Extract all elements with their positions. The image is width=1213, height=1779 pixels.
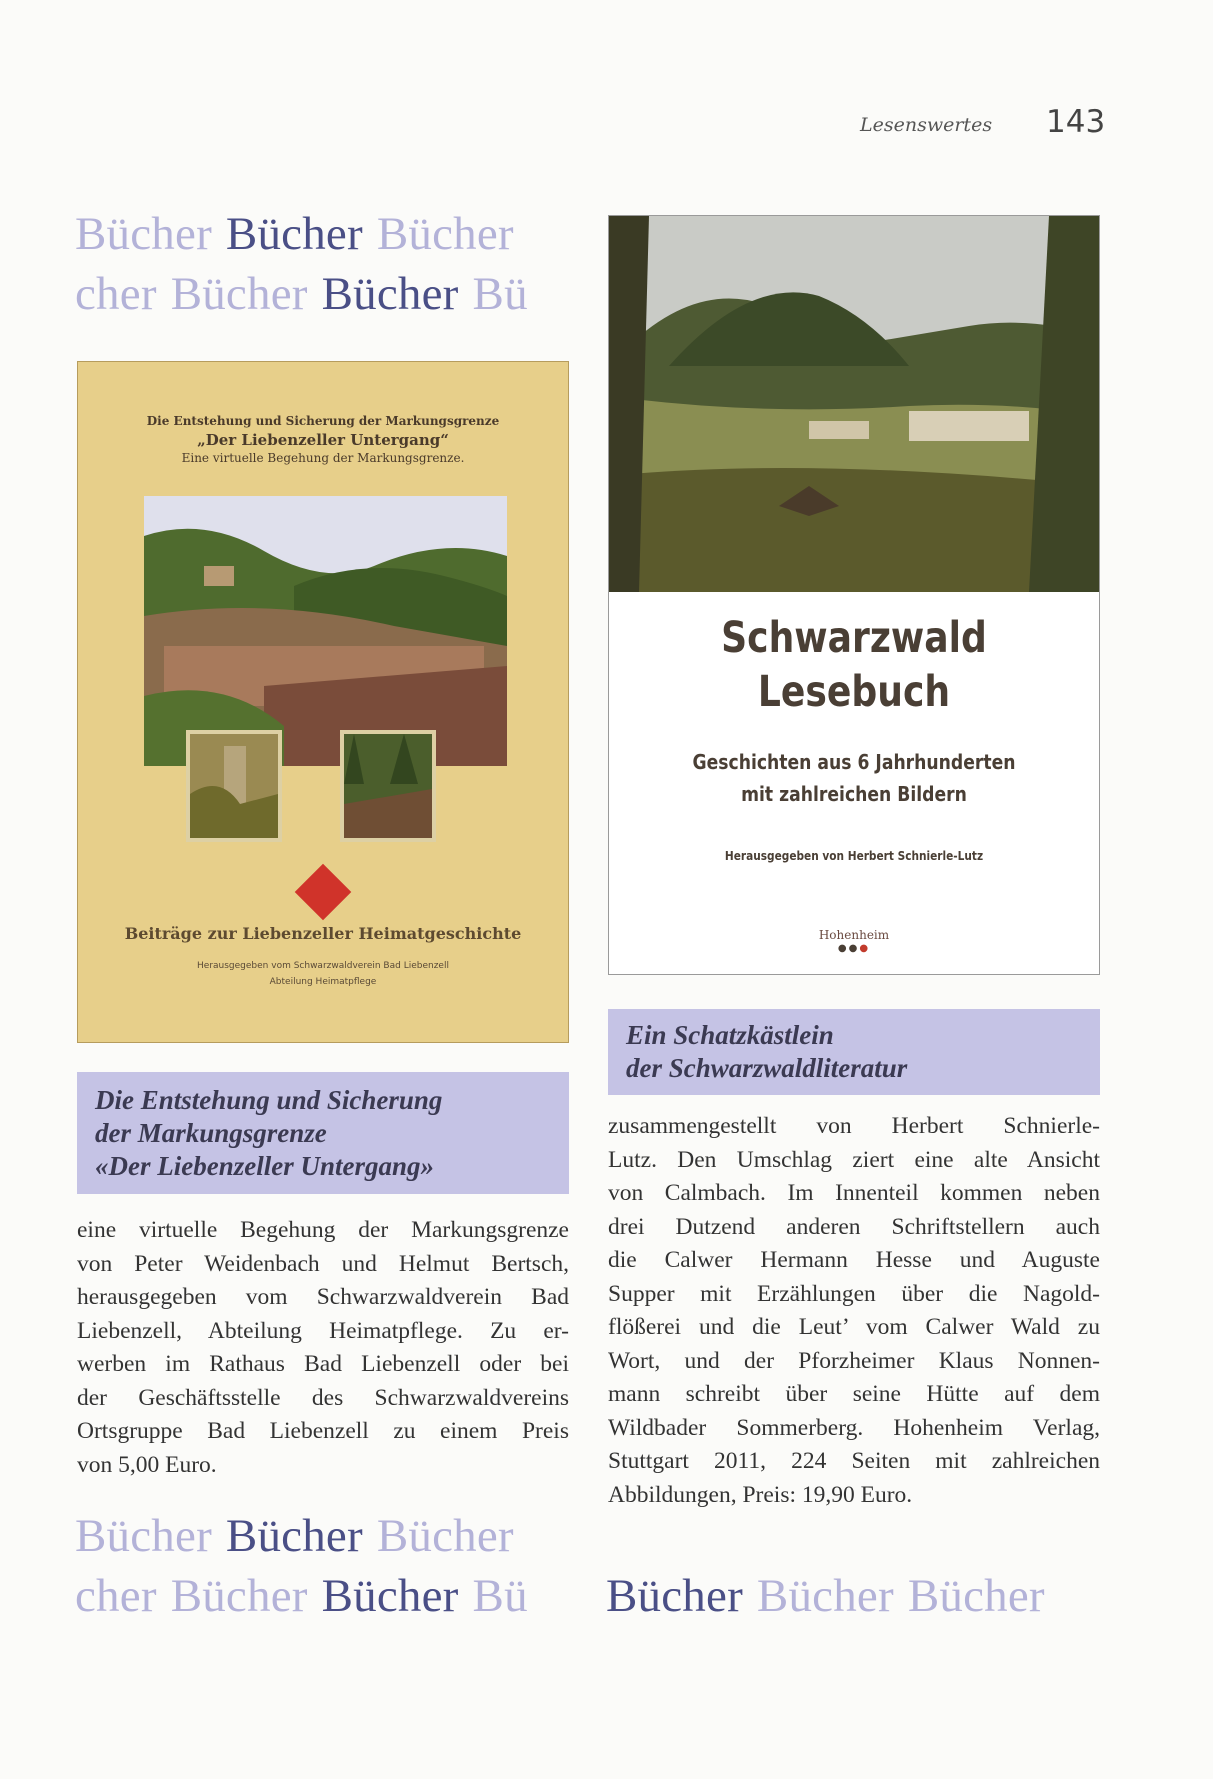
deco-word: cher (75, 1570, 157, 1622)
cover-department: Abteilung Heimatpflege (269, 977, 377, 987)
text-line: Liebenzell, Abteilung Heimatpflege. Zu er- (77, 1317, 569, 1344)
deco-word: Bücher (321, 1570, 459, 1622)
publisher-logo-dots: ●●● (837, 943, 871, 954)
text-line: von 5,00 Euro. (77, 1451, 217, 1478)
text-line: mann schreibt über seine Hütte auf dem (608, 1381, 1100, 1407)
cover-subtitle (643, 746, 1064, 810)
text-line: Wort, und der Pforzheimer Klaus Nonnen- (608, 1347, 1100, 1374)
book-description-right (608, 1110, 1100, 1512)
deco-word: Bücher (225, 208, 363, 260)
cover-title: „Der Liebenzeller Untergang“ (197, 431, 449, 449)
text-line: von Peter Weidenbach und Helmut Bertsch, (77, 1250, 569, 1277)
book-cover-liebenzell (77, 361, 569, 1043)
cover-series: Beiträge zur Liebenzeller Heimatgeschichte (124, 924, 522, 943)
text-line: werben im Rathaus Bad Liebenzell oder bei (77, 1351, 569, 1377)
running-header: Lesenswertes (860, 114, 993, 136)
page-number: 143 (1046, 104, 1106, 140)
deco-word: Bücher (170, 1570, 308, 1622)
deco-word: Bücher (376, 208, 514, 260)
text-line: der Geschäftsstelle des Schwarzwaldvereins (77, 1384, 569, 1411)
book-title-line: der Markungsgrenze (95, 1118, 327, 1148)
cover-painting-calmbach (609, 216, 1099, 592)
cover-publisher: Herausgegeben vom Schwarzwaldverein Bad Liebenzell (197, 961, 449, 971)
book-title-line: «Der Liebenzeller Untergang» (95, 1151, 434, 1181)
book-title-line: Die Entstehung und Sicherung (95, 1085, 443, 1115)
cover-inset-forest-image (344, 734, 432, 838)
cover-photo-town (144, 496, 507, 766)
cover-inset-tower (186, 730, 282, 842)
text-line: Ortsgruppe Bad Liebenzell zu einem Preis (77, 1418, 569, 1444)
text-line: Lutz. Den Umschlag ziert eine alte Ansicht (608, 1146, 1100, 1173)
cover-subtitle-line1: Geschichten aus 6 Jahrhunderten (692, 750, 1016, 774)
book-title-line: der Schwarzwaldliteratur (626, 1053, 908, 1083)
cover-heading (78, 414, 568, 465)
book-cover-schwarzwald-lesebuch (608, 215, 1100, 975)
deco-word: Bü (472, 1570, 528, 1622)
deco-band-bottom-right (606, 1566, 1059, 1626)
deco-word: Bücher (756, 1570, 894, 1622)
deco-word: Bücher (321, 268, 459, 320)
book-title-line: Ein Schatzkästlein (626, 1020, 834, 1050)
text-line: flößerei und die Leut’ vom Calwer Wald zu (608, 1314, 1100, 1340)
cover-line: Die Entstehung und Sicherung der Markungsgrenze (146, 414, 500, 428)
book-title-box-left (77, 1072, 569, 1194)
text-line: Abbildungen, Preis: 19,90 Euro. (608, 1481, 913, 1508)
cover-subtitle: Eine virtuelle Begehung der Markungsgrenze. (181, 451, 465, 465)
deco-word: Bücher (606, 1570, 743, 1622)
deco-band-top-line2 (75, 264, 542, 324)
cover-inset-forest (340, 730, 436, 842)
publisher-logo: Hohenheim (818, 928, 890, 942)
text-line: eine virtuelle Begehung der Markungsgrenze (77, 1217, 569, 1243)
deco-word: Bücher (75, 208, 212, 260)
text-line: drei Dutzend anderen Schriftstellern auch (608, 1213, 1100, 1240)
cover-title-line2: Lesebuch (757, 667, 951, 717)
deco-band-bottom-line2 (75, 1566, 542, 1626)
deco-word: Bücher (907, 1570, 1045, 1622)
cover-editor: Herausgegeben von Herbert Schnierle-Lutz (724, 849, 984, 863)
book-title-box-right (608, 1009, 1100, 1095)
cover-title-line1: Schwarzwald (721, 613, 987, 663)
text-line: zusammengestellt von Herbert Schnierle- (608, 1113, 1100, 1139)
text-line: Wildbader Sommerberg. Hohenheim Verlag, (608, 1414, 1100, 1441)
text-line: von Calmbach. Im Innenteil kommen neben (608, 1180, 1100, 1206)
deco-band-top-line1 (75, 204, 528, 264)
deco-word: Bücher (170, 268, 308, 320)
deco-word: Bü (472, 268, 528, 320)
cover-diamond-emblem (295, 864, 352, 921)
deco-word: Bücher (376, 1510, 514, 1562)
deco-word: Bücher (225, 1510, 363, 1562)
text-line: herausgegeben vom Schwarzwaldverein Bad (77, 1284, 569, 1310)
cover-inset-tower-image (190, 734, 278, 838)
deco-band-bottom-line1 (75, 1506, 528, 1566)
text-line: Supper mit Erzählungen über die Nagold- (608, 1280, 1100, 1307)
text-line: Stuttgart 2011, 224 Seiten mit zahlreichen (608, 1448, 1100, 1474)
book-description-left (77, 1214, 569, 1482)
text-line: die Calwer Hermann Hesse und Auguste (608, 1247, 1100, 1273)
deco-word: cher (75, 268, 157, 320)
cover-title (648, 611, 1060, 719)
deco-word: Bücher (75, 1510, 212, 1562)
cover-subtitle-line2: mit zahlreichen Bildern (741, 782, 967, 806)
